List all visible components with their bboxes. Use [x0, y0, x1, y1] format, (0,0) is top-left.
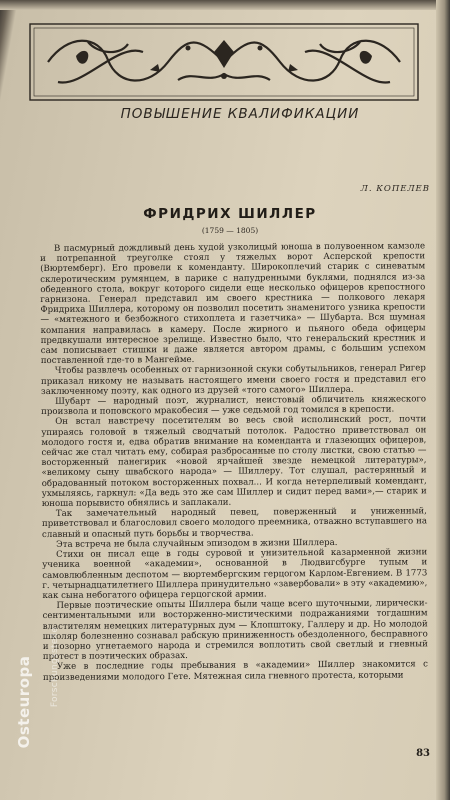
paragraph: Шубарт — народный поэт, журналист, неистовый обличитель княжеского произвола и поповского мракобесия — уже седьмой год томился в крепости. [41, 394, 427, 418]
paragraph: Первые поэтические опыты Шиллера были чаще всего шуточными, лирически-сентиментальными или восторженно-мистическими подражаниями тогдашним властителям немецких литературных дум — Клопштоку, Галлеру и др. Но молодой школяр болезненно сознавал рабскую приниженность обездоленного, бесправного и позорно угнетаемого народа и стремился воплотить свой светлый и гневный протест в поэтических образах. [42, 598, 428, 663]
watermark-line1: Osteuropa [15, 655, 33, 749]
paragraph: Уже в последние годы пребывания в «академии» Шиллер знакомится с произведениями молодого Гете. Мятежная сила гневного протеста, которыми [42, 659, 428, 683]
section-title: ПОВЫШЕНИЕ КВАЛИФИКАЦИИ [120, 106, 360, 122]
article-dates: (1759 — 1805) [201, 226, 259, 235]
ornament-header [28, 22, 420, 102]
page-number: 83 [416, 748, 430, 759]
article-body [40, 241, 428, 682]
article-author: Л. КОПЕЛЕВ [360, 184, 430, 194]
watermark [2, 600, 60, 790]
watermark-line2: Forschungsstelle [50, 626, 60, 708]
paragraph: Он встал навстречу посетителям во весь свой исполинский рост, почти упираясь головой в тяжелый сводчатый потолок. Радостно приветствовал он молодого гостя и, едва обратив внимание на коменданта и глазеющих офицеров, сейчас же стал читать ему, собирая разбросанные по столу листки, свою статью — восторженный панегирик «новой ярчайшей звезде немецкой литературы», «великому сыну швабского народа» — Шиллеру. Тот слушал, растерянный и обрадованный потоком восторженных похвал... И когда нетерпеливый комендант, ухмыляясь, гаркнул: «Да ведь это же сам Шиллер и сидит перед вами»,— старик и юноша порывисто обнялись и заплакали. [41, 414, 427, 510]
paragraph: Стихи он писал еще в годы суровой и унизительной казарменной жизни ученика военной «академии», основанной в Людвигсбурге тупым и самовлюбленным деспотом — вюртембергским герцогом Карлом-Евгением. В 1773 г. четырнадцатилетнего Шиллера принудительно «завербовали» в эту «академию», как сына небогатого офицера герцогской армии. [42, 547, 428, 601]
page-top-edge [0, 0, 450, 10]
paragraph: Так замечательный народный певец, поверженный и униженный, приветствовал и благословил своего молодого преемника, отважно вступавшего на славный и опасный путь борьбы и творчества. [41, 506, 427, 540]
article-title: ФРИДРИХ ШИЛЛЕР [143, 206, 317, 222]
paragraph: Эта встреча не была случайным эпизодом в жизни Шиллера. [56, 537, 338, 550]
page-right-edge [436, 0, 450, 800]
paragraph: Чтобы развлечь особенных от гарнизонной скуки собутыльников, генерал Ригер приказал никому не называть настоящего имени своего гостя и представил его заключенному поэту, как одного из друзей «того самого» Шиллера. [40, 363, 426, 397]
paragraph: В пасмурный дождливый день худой узколицый юноша в полувоенном камзоле и потрепанной треуголке стоял у тяжелых ворот Асперской крепости (Вюртемберг). Его провели к коменданту. Широкоплечий старик с синеватым склеротическим румянцем, в парике с напудренными буклями, поднялся из-за обеденного стола, вокруг которого сидели еще несколько офицеров крепостного гарнизона. Генерал представил им своего крестника — полкового лекаря Фридриха Шиллера, которому он позволил посетить знаменитого узника крепости — «мятежного и безбожного стихоплета и газетчика» — Шубарта. Вся шумная компания направилась в камеру. После жирного и пьяного обеда офицеры предвкушали интересное зрелище. Известно было, что генеральский крестник и сам пописывает стишки и даже является автором драмы, с большим успехом поставленной где-то в Мангейме. [40, 241, 426, 367]
